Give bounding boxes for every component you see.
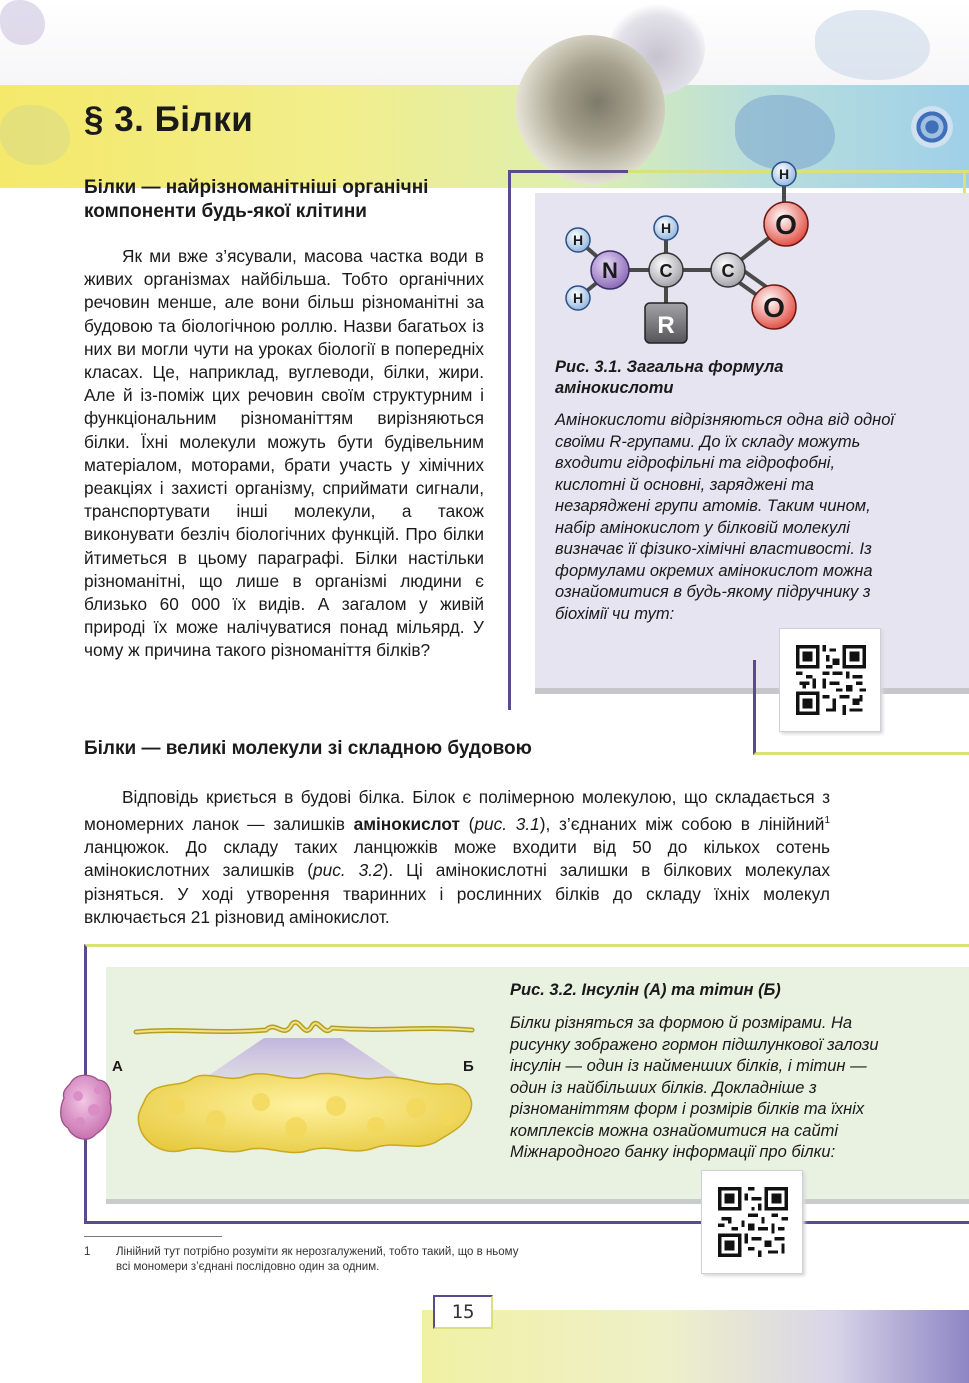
insulin-molecule (61, 1075, 111, 1139)
atom-h-left-top (566, 228, 590, 252)
atom-n (591, 251, 629, 289)
page-number: 15 (433, 1295, 493, 1329)
figure-3-1-caption-title: Рис. 3.1. Загальна формула амінокислоти (555, 358, 784, 397)
svg-text:H: H (778, 166, 790, 182)
qr-code-icon[interactable] (796, 645, 866, 715)
atom-h-left-bottom (566, 286, 590, 310)
page-title: § 3. Білки (84, 100, 254, 139)
term-amino-acids: амінокислот (353, 813, 461, 834)
amino-acid-formula-diagram (540, 160, 840, 350)
atom-o-top (764, 202, 808, 246)
figure-3-2-caption-title: Рис. 3.2. Інсулін (А) та тітин (Б) (510, 981, 781, 999)
svg-text:O: O (763, 292, 785, 323)
svg-text:H: H (572, 290, 584, 306)
atom-h-alpha (654, 216, 678, 240)
intro-paragraph (84, 245, 484, 663)
qr-code-icon[interactable] (718, 1187, 788, 1257)
svg-text:H: H (660, 220, 672, 236)
subheading-large-molecules: Білки — великі молекули зі складною будовою (84, 738, 532, 759)
target-icon (911, 106, 953, 148)
figure-ref: рис. 3.1 (474, 813, 540, 834)
insulin-titin-illustration (56, 1010, 496, 1170)
svg-text:R: R (657, 312, 675, 339)
r-group (645, 303, 687, 343)
label-insulin: А (112, 1058, 123, 1075)
atom-c-carboxyl (711, 253, 745, 287)
atom-c-alpha (649, 253, 683, 287)
svg-text:C: C (721, 261, 735, 281)
figure-3-2-caption-text: Білки різняться за формою й розмірами. На рисунку зображено гормон підшлункової залози інсулін — один із найменших білків, і тітин — один із найбільших білків. Докладніше з різноманіттям форм і розмірів білків та їхніх комплексів можна ознайомитися на сайті Міжнародного банку інформації про білки: (510, 1014, 879, 1161)
figure-ref: рис. 3.2 (312, 860, 383, 881)
qr-code-frame[interactable] (701, 1170, 803, 1274)
footnote-marker: 1 (824, 815, 830, 827)
footer-band (422, 1310, 969, 1383)
svg-text:C: C (659, 261, 673, 281)
footnote-text: Лінійний тут потрібно розуміти як нерозгалужений, тобто такий, що в ньому всі мономери з’єднані послідовно один за одним. (116, 1246, 519, 1273)
atom-o-bottom (752, 285, 796, 329)
atom-h-top (772, 162, 796, 186)
svg-text:O: O (775, 209, 797, 240)
label-titin: Б (463, 1058, 474, 1075)
svg-text:H: H (572, 232, 584, 248)
subheading-proteins-diverse: Білки — найрізноманітніші органічні компоненти будь-якої клітини (84, 177, 429, 222)
intro-paragraph-text: Як ми вже з’ясували, масова частка води в живих організмах найбільша. Тобто органічних речовин менше, але вони більш різноманітні за будовою та біологічною роллю. Назви багатьох із них ви могли чути на уроках біології в попередніх класах. Це, наприклад, вуглеводи, білки, жири. Але й із-поміж цих речовин своїм структурним і функціональним різноманіттям вирізняються білки. Їхні молекули можуть бути будівельним матеріалом, моторами, брати участь у хімічних реакціях і захисті організму, сприймати сигнали, транспортувати інші молекули, а також виконувати безліч біологічних функцій. Про білки йтиметься в цьому параграфі. Білки настільки різноманітні, що лише в організмі людини є близько 60 000 їх видів. А загалом у живій природі їх може налічуватися понад мільярд. У чому ж причина такого різноманіття білків? (84, 246, 484, 661)
structure-paragraph (84, 786, 830, 929)
footnote-number: 1 (84, 1246, 91, 1258)
footnote-rule (84, 1236, 222, 1237)
figure-3-1-caption-text: Амінокислоти відрізняються одна від одної своїми R-групами. До їх складу можуть входити гідрофільні та гідрофобні, кислотні й основні, заряджені та незаряджені групи атомів. Таким чином, набір амінокислот у білковій молекулі визначає її фізико-хімічні властивості. Із формулами окремих амінокислот можна ознайомитися в будь-якому підручнику з біохімії чи тут: (555, 411, 895, 623)
qr-code-frame[interactable] (779, 628, 881, 732)
svg-text:N: N (602, 258, 618, 283)
structure-paragraph-text: Відповідь криється в будові білка. Білок є полімерною молекулою, що складається з мономерних ланок — залишків амінокислот (рис. 3.1), з’єднаних між собою в лінійний$^1$ ланцюжок. До складу таких ланцюжків може входити від 50 до кількох сотень амінокислотних залишків (рис. 3.2). Ці амінокислотні залишки в білкових молекулах різняться. У ході утворення тваринних і рослинних білків до складу їхніх молекул включається 21 різновид амінокислот. (84, 787, 830, 927)
